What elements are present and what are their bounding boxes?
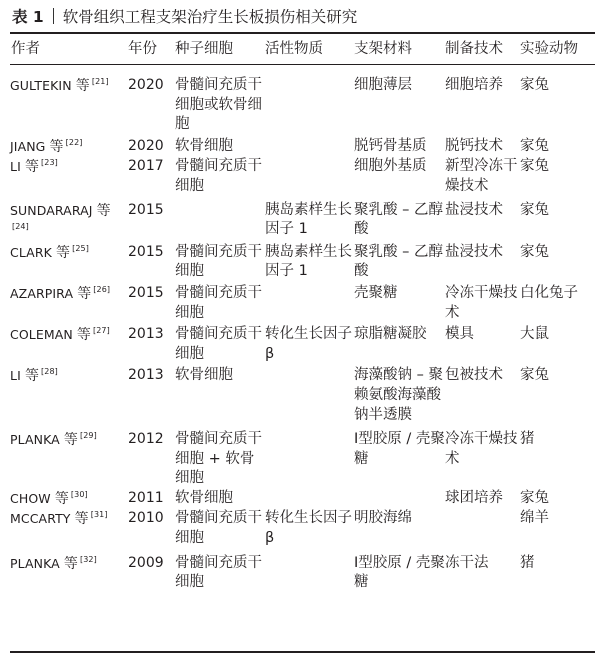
active-substance-cell <box>265 282 354 323</box>
author-name: COLEMAN <box>10 327 73 343</box>
active-substance-cell <box>265 489 354 510</box>
author-name: AZARPIRA <box>10 285 74 301</box>
author-et-al: 等 <box>24 368 40 385</box>
seed-cells-cell: 骨髓间充质干细胞 <box>175 510 262 547</box>
table-row <box>10 241 595 282</box>
table-row <box>10 323 595 364</box>
table-number: 表 1 <box>12 8 44 26</box>
author-name: MCCARTY <box>10 511 71 527</box>
author-et-al: 等 <box>63 555 79 572</box>
reference-number: [26] <box>93 284 111 294</box>
seed-cells-cell: 骨髓间充质干细胞 <box>175 243 262 280</box>
experimental-animal-cell: 家兔 <box>520 201 549 218</box>
author-cell <box>10 135 128 158</box>
scaffold-material-cell: 壳聚糖 <box>354 284 398 301</box>
experimental-animal-cell: 猪 <box>520 554 535 571</box>
experimental-animal-cell: 家兔 <box>520 367 549 384</box>
scaffold-material-cell: 海藻酸钠 – 聚赖氨酸海藻酸钠半透膜 <box>354 367 443 423</box>
author-cell <box>10 549 128 593</box>
year-cell: 2013 <box>128 326 164 343</box>
table-caption <box>12 6 357 28</box>
author-et-al: 等 <box>54 490 69 507</box>
top-rule <box>10 32 595 34</box>
author-cell <box>10 489 128 510</box>
author-name: PLANKA <box>10 432 60 448</box>
reference-number: [31] <box>90 510 108 520</box>
preparation-technique-cell: 盐浸技术 <box>445 201 503 218</box>
scaffold-material-cell: Ⅰ型胶原 / 壳聚糖 <box>354 431 445 467</box>
author-name: JIANG <box>10 138 46 154</box>
year-cell: 2015 <box>128 243 164 260</box>
reference-number: [25] <box>72 243 89 253</box>
column-header-year: 年份 <box>128 41 157 57</box>
column-header-animal: 实验动物 <box>520 41 578 57</box>
table-row <box>10 549 595 593</box>
author-et-al: 等 <box>96 202 111 219</box>
preparation-technique-cell: 模具 <box>445 326 474 343</box>
preparation-technique-cell: 球团培养 <box>445 489 503 506</box>
year-cell: 2015 <box>128 284 164 301</box>
year-cell: 2011 <box>128 489 164 506</box>
reference-number: [29] <box>80 431 97 441</box>
author-et-al: 等 <box>63 432 79 449</box>
seed-cells-cell: 骨髓间充质干细胞 <box>175 158 262 194</box>
author-cell <box>10 323 128 364</box>
table-row <box>10 70 595 135</box>
scaffold-material-cell: 脱钙骨基质 <box>354 137 427 154</box>
scaffold-material-cell: 聚乳酸 – 乙醇酸 <box>354 201 443 238</box>
author-et-al: 等 <box>74 511 89 528</box>
scaffold-material-cell: 聚乳酸 – 乙醇酸 <box>354 243 443 280</box>
experimental-animal-cell: 家兔 <box>520 243 549 260</box>
table-body <box>10 70 595 593</box>
year-cell: 2020 <box>128 137 164 154</box>
author-cell <box>10 241 128 282</box>
bottom-rule <box>10 651 595 653</box>
reference-number: [28] <box>41 367 58 377</box>
scaffold-material-cell: Ⅰ型胶原 / 壳聚糖 <box>354 554 445 591</box>
column-header-cells: 种子细胞 <box>175 41 233 57</box>
active-substance-cell <box>265 135 354 158</box>
column-header-scaffold: 支架材料 <box>354 41 412 57</box>
experimental-animal-cell: 家兔 <box>520 158 549 175</box>
header-rule <box>10 64 595 65</box>
year-cell: 2015 <box>128 201 164 218</box>
author-cell <box>10 197 128 241</box>
preparation-technique-cell: 冻干法 <box>445 554 489 571</box>
preparation-technique-cell: 新型冷冻干燥技术 <box>445 158 518 194</box>
table-row <box>10 135 595 158</box>
experimental-animal-cell: 绵羊 <box>520 510 549 527</box>
preparation-technique-cell: 冷冻干燥技术 <box>445 431 518 467</box>
seed-cells-cell: 骨髓间充质干细胞 <box>175 554 262 591</box>
scaffold-material-cell <box>354 489 445 510</box>
author-name: CHOW <box>10 490 51 506</box>
active-substance-cell <box>265 425 354 489</box>
seed-cells-cell: 软骨细胞 <box>175 367 233 384</box>
year-cell: 2009 <box>128 554 164 571</box>
author-et-al: 等 <box>77 285 92 302</box>
author-et-al: 等 <box>49 138 64 155</box>
preparation-technique-cell <box>445 509 520 548</box>
experimental-animal-cell: 家兔 <box>520 489 549 506</box>
author-et-al: 等 <box>24 159 40 176</box>
caption-separator <box>53 8 54 24</box>
author-et-al: 等 <box>75 78 90 94</box>
experimental-animal-cell: 家兔 <box>520 137 549 154</box>
table-row <box>10 282 595 323</box>
scaffold-material-cell: 琼脂糖凝胶 <box>354 326 427 343</box>
table-row <box>10 197 595 241</box>
author-name: SUNDARARAJ <box>10 202 93 218</box>
year-cell: 2013 <box>128 367 164 384</box>
table-row <box>10 509 595 548</box>
active-substance-cell <box>265 157 354 196</box>
year-cell: 2012 <box>128 431 164 448</box>
table-row <box>10 425 595 489</box>
author-name: PLANKA <box>10 555 60 571</box>
active-substance-cell: 胰岛素样生长因子 1 <box>265 201 352 238</box>
table-row <box>10 489 595 510</box>
active-substance-cell <box>265 70 354 135</box>
author-name: CLARK <box>10 244 52 260</box>
reference-number: [32] <box>80 554 97 564</box>
experimental-animal-cell: 家兔 <box>520 77 549 93</box>
table-title: 软骨组织工程支架治疗生长板损伤相关研究 <box>62 8 358 26</box>
column-header-author: 作者 <box>11 41 40 57</box>
table-row <box>10 157 595 196</box>
preparation-technique-cell: 包被技术 <box>445 367 503 384</box>
seed-cells-cell: 骨髓间充质干细胞 + 软骨细胞 <box>175 431 262 487</box>
preparation-technique-cell: 盐浸技术 <box>445 243 503 260</box>
author-name: GULTEKIN <box>10 78 72 93</box>
reference-number: [22] <box>65 137 83 147</box>
preparation-technique-cell: 细胞培养 <box>445 77 503 93</box>
author-cell <box>10 425 128 489</box>
author-cell <box>10 282 128 323</box>
experimental-animal-cell: 猪 <box>520 431 535 448</box>
author-cell <box>10 364 128 425</box>
author-name: LI <box>10 368 21 384</box>
seed-cells-cell <box>175 197 265 241</box>
active-substance-cell: 胰岛素样生长因子 1 <box>265 243 352 280</box>
seed-cells-cell: 骨髓间充质干细胞或软骨细胞 <box>175 77 262 133</box>
year-cell: 2020 <box>128 77 164 93</box>
year-cell: 2010 <box>128 510 164 527</box>
reference-number: [21] <box>91 77 109 86</box>
scaffold-material-cell: 明胶海绵 <box>354 510 412 527</box>
author-cell <box>10 157 128 196</box>
studies-table <box>10 70 595 593</box>
author-et-al: 等 <box>56 244 71 261</box>
author-name: LI <box>10 159 21 175</box>
scaffold-material-cell: 细胞外基质 <box>354 158 427 175</box>
reference-number: [23] <box>41 158 58 168</box>
seed-cells-cell: 骨髓间充质干细胞 <box>175 284 262 321</box>
author-et-al: 等 <box>76 327 92 344</box>
seed-cells-cell: 骨髓间充质干细胞 <box>175 326 262 362</box>
reference-number: [27] <box>93 326 110 336</box>
preparation-technique-cell: 脱钙技术 <box>445 137 503 154</box>
reference-number: [30] <box>70 489 88 499</box>
table-row <box>10 364 595 425</box>
active-substance-cell: 转化生长因子 β <box>265 326 352 362</box>
active-substance-cell: 转化生长因子 β <box>265 510 352 547</box>
author-cell <box>10 509 128 548</box>
author-cell <box>10 70 128 135</box>
experimental-animal-cell: 大鼠 <box>520 326 549 343</box>
active-substance-cell <box>265 364 354 425</box>
preparation-technique-cell: 冷冻干燥技术 <box>445 284 518 321</box>
active-substance-cell <box>265 549 354 593</box>
column-header-active: 活性物质 <box>265 41 323 57</box>
experimental-animal-cell: 白化兔子 <box>520 284 578 301</box>
scaffold-material-cell: 细胞薄层 <box>354 77 412 93</box>
seed-cells-cell: 软骨细胞 <box>175 489 233 506</box>
reference-number: [24] <box>12 222 29 232</box>
year-cell: 2017 <box>128 158 164 175</box>
seed-cells-cell: 软骨细胞 <box>175 137 233 154</box>
column-header-technique: 制备技术 <box>445 41 503 57</box>
